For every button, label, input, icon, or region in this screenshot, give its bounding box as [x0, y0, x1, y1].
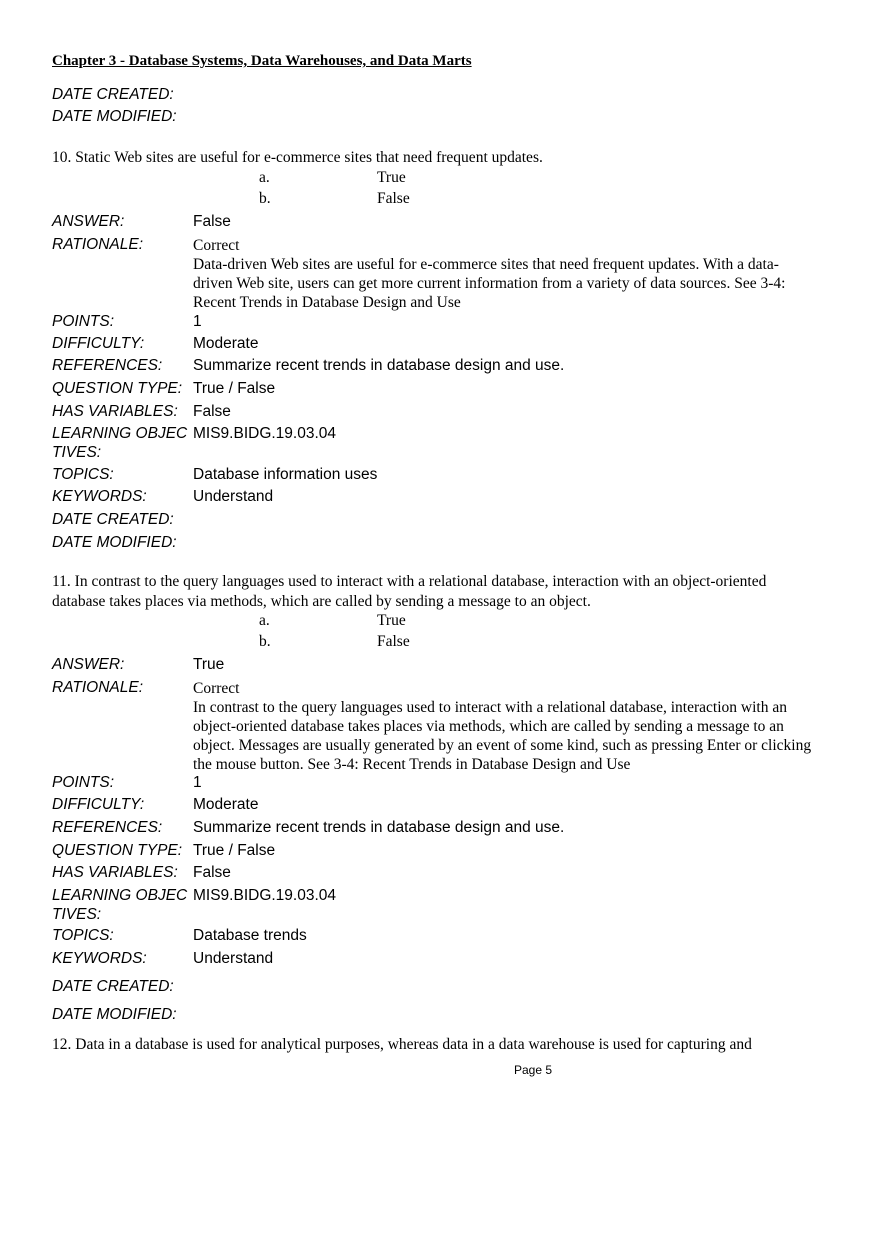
has-variables-label: HAS VARIABLES: — [52, 403, 178, 420]
has-variables-value: False — [193, 864, 231, 881]
keywords-label: KEYWORDS: — [52, 488, 147, 505]
date-modified-label: DATE MODIFIED: — [52, 1006, 177, 1023]
learning-objectives-value: MIS9.BIDG.19.03.04 — [193, 425, 337, 442]
rationale-line: object. Messages are usually generated by an event of some kind, such as pressing Enter or clicking — [193, 737, 812, 754]
topics-value: Database information uses — [193, 466, 378, 483]
question-type-label: QUESTION TYPE: — [52, 380, 183, 397]
topics-label: TOPICS: — [52, 466, 114, 483]
has-variables-value: False — [193, 403, 231, 420]
rationale-line: the mouse button. See 3-4: Recent Trends in Database Design and Use — [193, 756, 631, 773]
answer-value: False — [193, 213, 231, 230]
learning-objectives-label-line1: LEARNING OBJEC — [52, 887, 188, 904]
rationale-label: RATIONALE: — [52, 236, 144, 253]
date-created-label: DATE CREATED: — [52, 511, 174, 528]
rationale-head: Correct — [193, 237, 240, 254]
points-label: POINTS: — [52, 313, 115, 330]
references-label: REFERENCES: — [52, 357, 163, 374]
question-type-label: QUESTION TYPE: — [52, 842, 183, 859]
question-text-line: 11. In contrast to the query languages used to interact with a relational database, interaction with an object-oriented — [52, 573, 767, 590]
rationale-line: Recent Trends in Database Design and Use — [193, 294, 461, 311]
learning-objectives-label-line2: TIVES: — [52, 444, 102, 461]
points-value: 1 — [193, 774, 202, 791]
rationale-line: In contrast to the query languages used to interact with a relational database, interaction with an — [193, 699, 787, 716]
option-text-b: False — [377, 190, 410, 207]
rationale-text — [193, 679, 833, 774]
question-text — [52, 572, 832, 612]
difficulty-label: DIFFICULTY: — [52, 335, 145, 352]
chapter-title: Chapter 3 - Database Systems, Data Warehouses, and Data Marts — [52, 53, 472, 69]
rationale-line: Data-driven Web sites are useful for e-commerce sites that need frequent updates. With a data- — [193, 256, 779, 273]
rationale-text — [193, 236, 833, 312]
keywords-label: KEYWORDS: — [52, 950, 147, 967]
option-letter-a: a. — [259, 612, 270, 629]
option-letter-a: a. — [259, 169, 270, 186]
learning-objectives-label-line2: TIVES: — [52, 906, 102, 923]
references-label: REFERENCES: — [52, 819, 163, 836]
learning-objectives-value: MIS9.BIDG.19.03.04 — [193, 887, 337, 904]
keywords-value: Understand — [193, 488, 274, 505]
date-created-label: DATE CREATED: — [52, 978, 174, 995]
option-text-b: False — [377, 633, 410, 650]
difficulty-label: DIFFICULTY: — [52, 796, 145, 813]
option-letter-b: b. — [259, 190, 271, 207]
learning-objectives-label-line1: LEARNING OBJEC — [52, 425, 188, 442]
topics-label: TOPICS: — [52, 927, 114, 944]
option-letter-b: b. — [259, 633, 271, 650]
topics-value: Database trends — [193, 927, 307, 944]
difficulty-value: Moderate — [193, 335, 259, 352]
rationale-head: Correct — [193, 680, 240, 697]
question-12-text: 12. Data in a database is used for analytical purposes, whereas data in a data warehouse is used for capturing and — [52, 1036, 752, 1053]
question-type-value: True / False — [193, 842, 276, 859]
answer-value: True — [193, 656, 225, 673]
points-value: 1 — [193, 313, 202, 330]
question-text: 10. Static Web sites are useful for e-commerce sites that need frequent updates. — [52, 149, 543, 166]
answer-label: ANSWER: — [52, 213, 125, 230]
references-value: Summarize recent trends in database design and use. — [193, 357, 565, 374]
rationale-label: RATIONALE: — [52, 679, 144, 696]
question-type-value: True / False — [193, 380, 276, 397]
references-value: Summarize recent trends in database design and use. — [193, 819, 565, 836]
question-text-line: database takes places via methods, which are called by sending a message to an object. — [52, 593, 591, 610]
option-text-a: True — [377, 612, 406, 629]
option-text-a: True — [377, 169, 406, 186]
top-date-created-label: DATE CREATED: — [52, 86, 174, 103]
difficulty-value: Moderate — [193, 796, 259, 813]
date-modified-label: DATE MODIFIED: — [52, 534, 177, 551]
answer-label: ANSWER: — [52, 656, 125, 673]
has-variables-label: HAS VARIABLES: — [52, 864, 178, 881]
keywords-value: Understand — [193, 950, 274, 967]
points-label: POINTS: — [52, 774, 115, 791]
rationale-line: object-oriented database takes places via methods, which are called by sending a message to an — [193, 718, 784, 735]
rationale-line: driven Web site, users can get more current information from a variety of data sources. See 3-4: — [193, 275, 786, 292]
top-date-modified-label: DATE MODIFIED: — [52, 108, 177, 125]
page-number: Page 5 — [513, 1063, 553, 1077]
